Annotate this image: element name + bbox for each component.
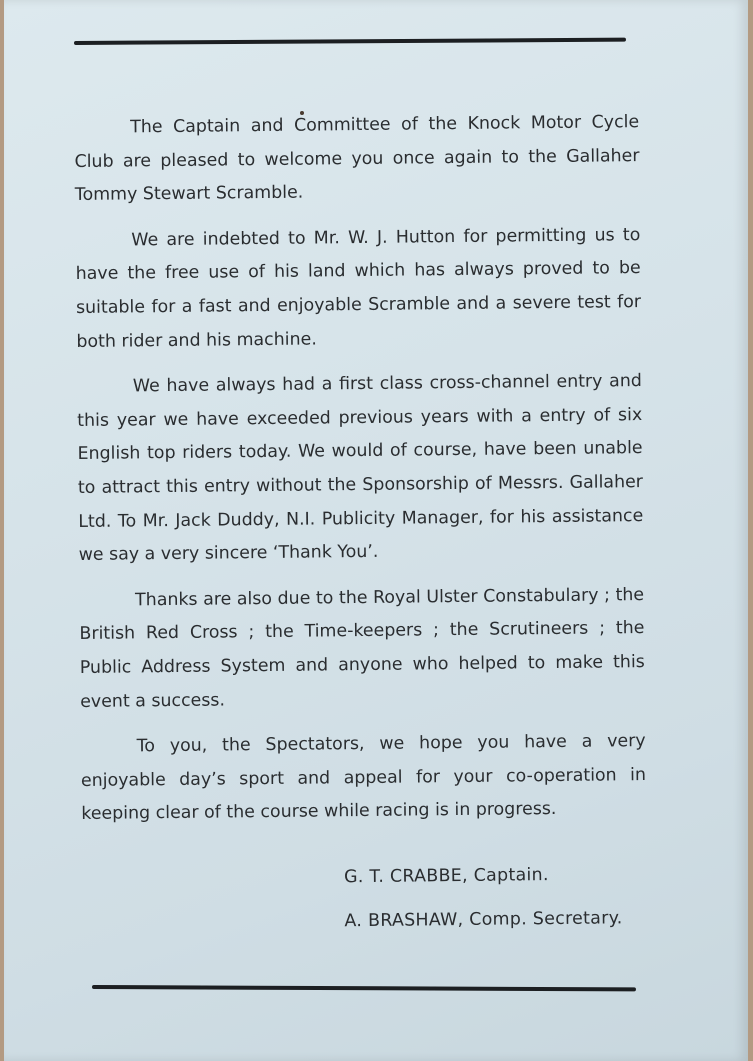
signature-block: [344, 852, 648, 943]
paragraph-thanks-helpers: Thanks are also due to the Royal Ulster Constabulary ; the British Red Cross ; the Time-keepers ; the Scrutineers ; the Public Address System and anyone who helped to make this event a success.: [79, 584, 645, 712]
signature-captain: G. T. CRABBE, Captain.: [343, 864, 549, 888]
paragraph-welcome: The Captain and Committee of the Knock Motor Cycle Club are pleased to welcome you once again to the Gallaher Tommy Stewart Scramble.: [74, 112, 640, 206]
signature-secretary: A. BRASHAW, Comp. Secretary.: [344, 908, 623, 932]
document-page: [4, 0, 748, 1061]
top-rule: [74, 38, 626, 45]
paragraph-land-thanks: We are indebted to Mr. W. J. Hutton for permitting us to have the free use of his land which has always proved to be suitable for a fast and enjoyable Scramble and a severe test for both rider and his machine.: [75, 224, 642, 352]
paragraph-entry-sponsorship: We have always had a first class cross-channel entry and this year we have exceeded previous years with a entry of six English top riders today. We would of course, have been unable to attract this entry without the Sponsorship of Messrs. Gallaher Ltd. To Mr. Jack Duddy, N.I. Publicity Manager, for his assistance we say a very sincere ‘Thank You’.: [77, 371, 644, 566]
welcome-letter: [74, 106, 648, 946]
paragraph-spectators: To you, the Spectators, we hope you have a very enjoyable day’s sport and appeal for your co-operation in keeping clear of the course while racing is in progress.: [80, 731, 647, 825]
bottom-rule: [92, 985, 636, 991]
